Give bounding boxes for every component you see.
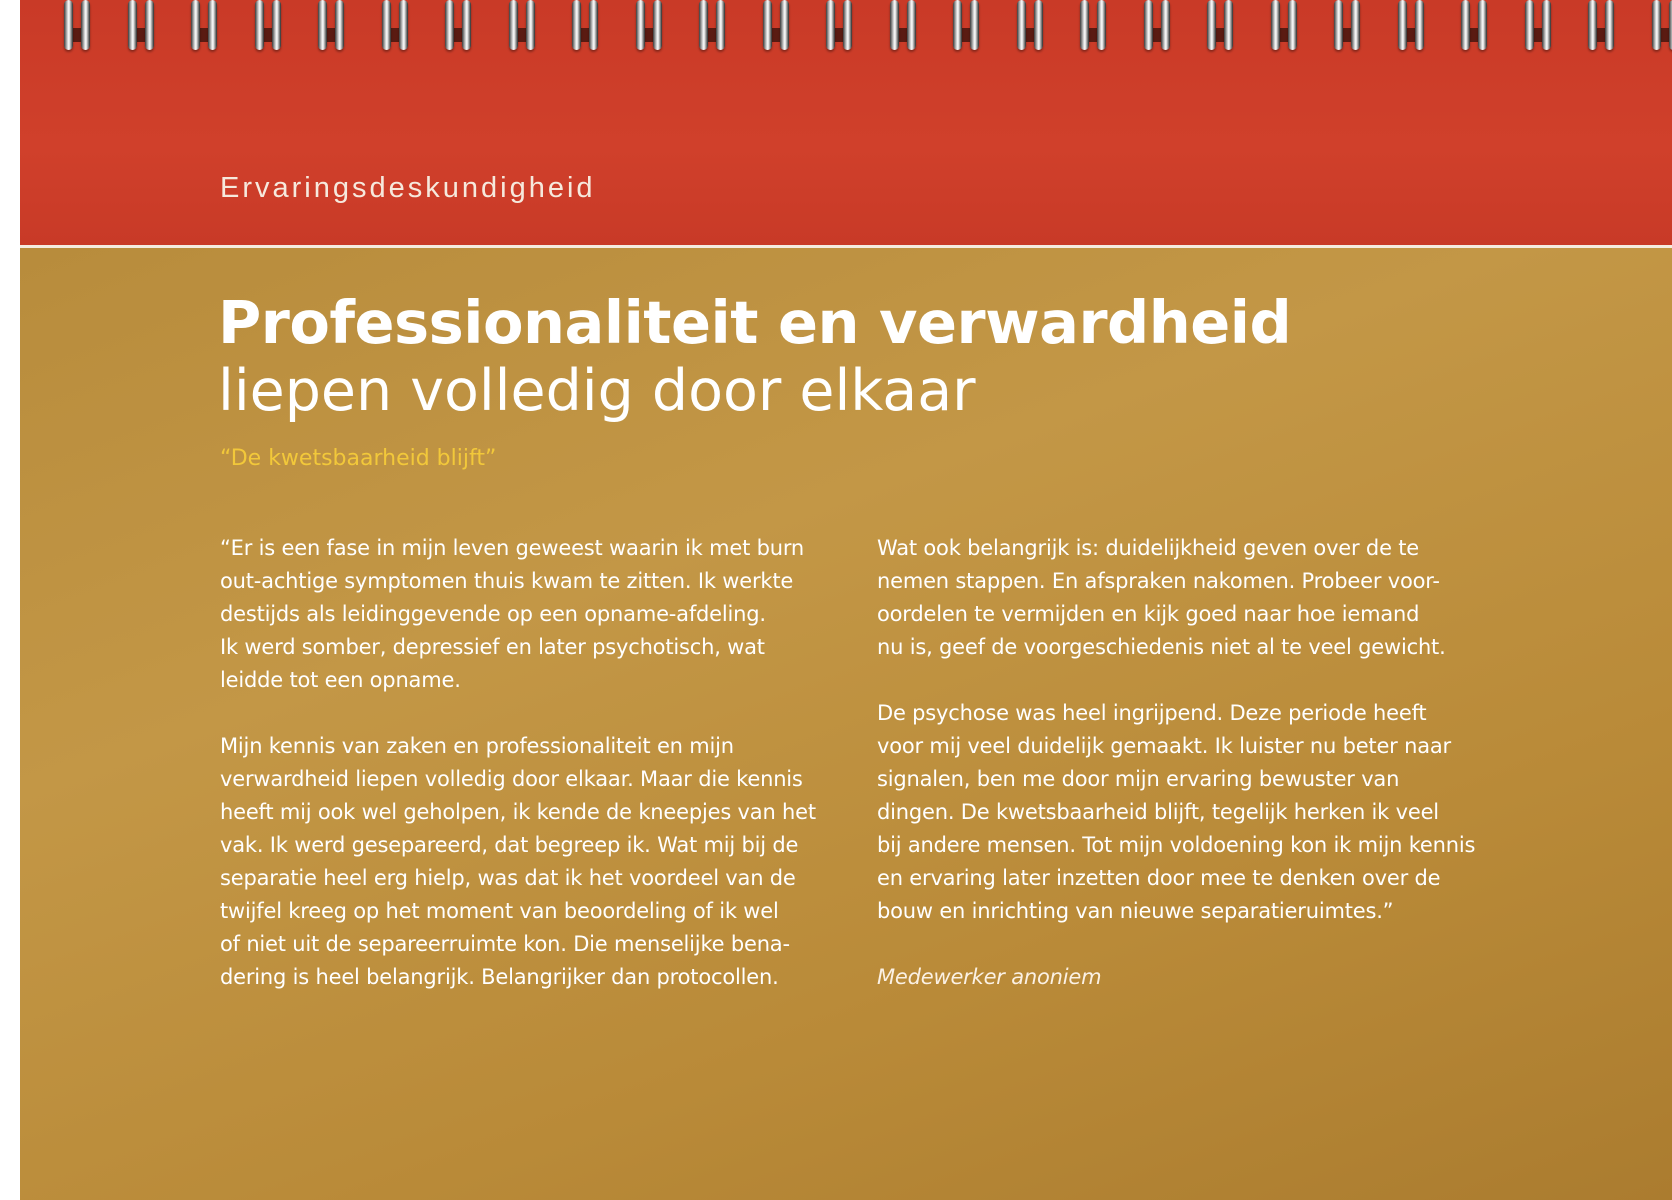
left-column — [220, 532, 840, 1027]
spiral-ring — [763, 0, 791, 58]
spiral-ring — [191, 0, 219, 58]
spiral-ring — [1271, 0, 1299, 58]
text-line: voor mij veel duidelijk gemaakt. Ik luister nu beter naar — [877, 734, 1451, 758]
text-line: of niet uit de separeerruimte kon. Die menselijke bena- — [220, 932, 790, 956]
right-column — [877, 532, 1497, 1027]
spiral-ring — [953, 0, 981, 58]
spiral-ring — [572, 0, 600, 58]
text-line: dingen. De kwetsbaarheid blijft, tegelijk herken ik veel — [877, 800, 1439, 824]
spiral-ring — [1525, 0, 1553, 58]
text-line: verwardheid liepen volledig door elkaar. Maar die kennis — [220, 767, 803, 791]
spiral-ring — [64, 0, 92, 58]
spiral-ring — [1652, 0, 1672, 58]
spiral-ring — [382, 0, 410, 58]
text-line: twijfel kreeg op het moment van beoordeling of ik wel — [220, 899, 779, 923]
text-line: signalen, ben me door mijn ervaring bewuster van — [877, 767, 1400, 791]
paragraph — [877, 532, 1497, 664]
text-line: destijds als leidinggevende op een opname-afdeling. — [220, 602, 766, 626]
text-line: separatie heel erg hielp, was dat ik het voordeel van de — [220, 866, 796, 890]
spiral-ring — [128, 0, 156, 58]
page-title-light: liepen volledig door elkaar — [218, 358, 976, 424]
paragraph — [220, 730, 840, 994]
spiral-ring — [1144, 0, 1172, 58]
text-line: De psychose was heel ingrijpend. Deze periode heeft — [877, 701, 1427, 725]
spiral-ring — [509, 0, 537, 58]
text-line: leidde tot een opname. — [220, 668, 461, 692]
text-line: nu is, geef de voorgeschiedenis niet al te veel gewicht. — [877, 635, 1446, 659]
spiral-ring — [890, 0, 918, 58]
text-line: vak. Ik werd gesepareerd, dat begreep ik. Wat mij bij de — [220, 833, 799, 857]
text-line: dering is heel belangrijk. Belangrijker dan protocollen. — [220, 965, 779, 989]
pull-quote-subtitle: “De kwetsbaarheid blijft” — [220, 446, 497, 471]
category-label: Ervaringsdeskundigheid — [220, 172, 596, 204]
page-title-bold: Professionaliteit en verwardheid — [218, 288, 1292, 357]
text-line: nemen stappen. En afspraken nakomen. Probeer voor- — [877, 569, 1440, 593]
text-line: “Er is een fase in mijn leven geweest waarin ik met burn — [220, 536, 804, 560]
spiral-ring — [1334, 0, 1362, 58]
text-line: heeft mij ook wel geholpen, ik kende de kneepjes van het — [220, 800, 816, 824]
spiral-binding — [20, 0, 1672, 62]
spiral-ring — [318, 0, 346, 58]
text-line: bij andere mensen. Tot mijn voldoening kon ik mijn kennis — [877, 833, 1476, 857]
paragraph — [220, 532, 840, 697]
text-line: bouw en inrichting van nieuwe separatieruimtes.” — [877, 899, 1394, 923]
spiral-ring — [699, 0, 727, 58]
paragraph — [877, 697, 1497, 928]
spiral-ring — [1207, 0, 1235, 58]
spiral-ring — [1461, 0, 1489, 58]
text-line: Ik werd somber, depressief en later psychotisch, wat — [220, 635, 765, 659]
text-line: Mijn kennis van zaken en professionaliteit en mijn — [220, 734, 734, 758]
spiral-ring — [826, 0, 854, 58]
spiral-ring — [255, 0, 283, 58]
spiral-ring — [1398, 0, 1426, 58]
text-line: oordelen te vermijden en kijk goed naar hoe iemand — [877, 602, 1420, 626]
text-line: en ervaring later inzetten door mee te denken over de — [877, 866, 1441, 890]
spiral-ring — [636, 0, 664, 58]
spiral-ring — [445, 0, 473, 58]
text-line: Wat ook belangrijk is: duidelijkheid geven over de te — [877, 536, 1420, 560]
spiral-ring — [1017, 0, 1045, 58]
booklet-page — [20, 0, 1672, 1200]
author-signature: Medewerker anoniem — [877, 965, 1102, 989]
spiral-ring — [1588, 0, 1616, 58]
spiral-ring — [1080, 0, 1108, 58]
text-line: out-achtige symptomen thuis kwam te zitten. Ik werkte — [220, 569, 794, 593]
